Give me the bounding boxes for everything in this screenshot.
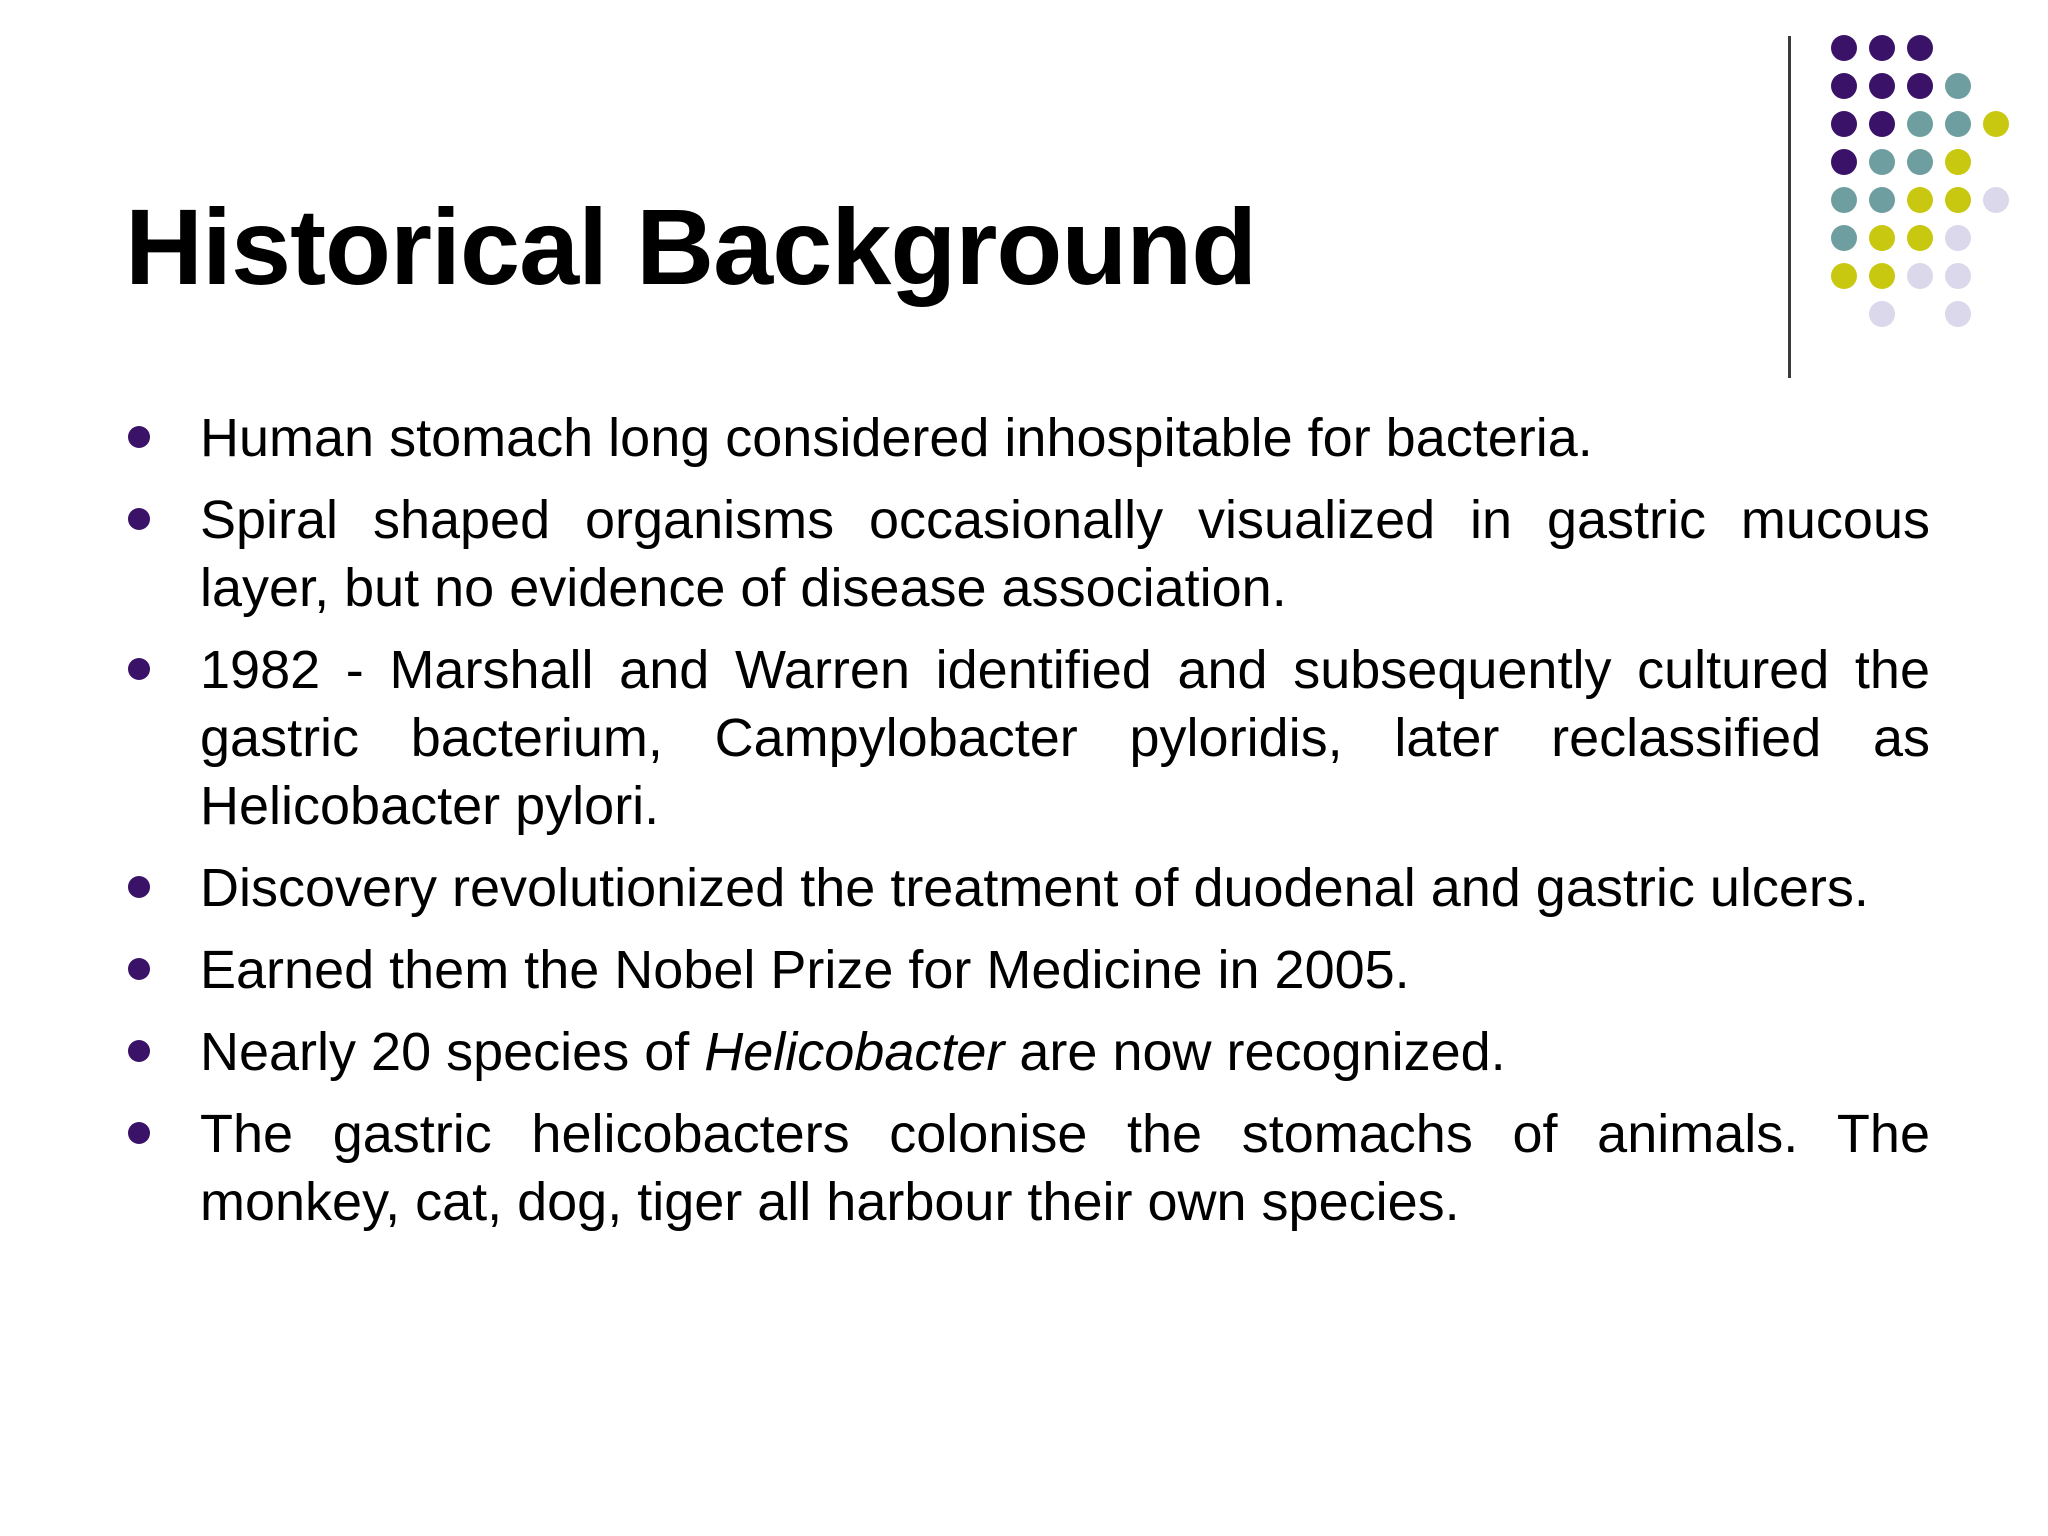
decor-dot xyxy=(1869,149,1895,175)
decor-dot xyxy=(1945,225,1971,251)
decor-dot xyxy=(1907,111,1933,137)
decor-dot xyxy=(1907,263,1933,289)
decor-dot xyxy=(1869,301,1895,327)
bullet-text: Discovery revolutionized the treatment of duodenal and gastric ulcers. xyxy=(200,858,1869,918)
decor-dot xyxy=(1907,225,1933,251)
decor-dot xyxy=(1945,187,1971,213)
bullet-item xyxy=(200,1018,1930,1086)
decor-dot xyxy=(1907,149,1933,175)
bullet-text: 1982 - Marshall and Warren identified and subsequently cultured the gastric bacterium, Campylobacter pyloridis, later reclassified as Helicobacter pylori. xyxy=(200,640,1930,836)
decor-dot xyxy=(1869,111,1895,137)
bullet-item xyxy=(200,636,1930,840)
bullet-text-italic: Helicobacter xyxy=(704,1022,1005,1082)
decor-dot xyxy=(1831,73,1857,99)
decor-dot xyxy=(1869,187,1895,213)
decor-dot xyxy=(1831,225,1857,251)
decor-dot xyxy=(1869,263,1895,289)
bullet-text: The gastric helicobacters colonise the stomachs of animals. The monkey, cat, dog, tiger all harbour their own species. xyxy=(200,1104,1930,1232)
decor-dot xyxy=(1907,35,1933,61)
bullet-text: Human stomach long considered inhospitable for bacteria. xyxy=(200,408,1593,468)
decor-dot xyxy=(1945,111,1971,137)
decor-dot xyxy=(1983,187,2009,213)
bullet-text-pre: Nearly 20 species of xyxy=(200,1022,705,1082)
decor-dot xyxy=(1945,301,1971,327)
decor-dot xyxy=(1831,111,1857,137)
bullet-marker xyxy=(128,426,150,448)
decor-dot xyxy=(1945,149,1971,175)
decor-dot xyxy=(1869,225,1895,251)
decor-dot xyxy=(1831,149,1857,175)
bullet-marker xyxy=(128,1122,150,1144)
bullet-marker xyxy=(128,508,150,530)
decor-dot xyxy=(1831,263,1857,289)
slide-title: Historical Background xyxy=(125,186,1257,307)
decor-dot xyxy=(1907,187,1933,213)
decor-dot xyxy=(1983,111,2009,137)
decor-dot xyxy=(1907,73,1933,99)
bullet-marker xyxy=(128,958,150,980)
bullet-text-post: are now recognized. xyxy=(1004,1022,1506,1082)
decor-dot xyxy=(1869,73,1895,99)
bullet-text: Spiral shaped organisms occasionally visualized in gastric mucous layer, but no evidence of disease association. xyxy=(200,490,1930,618)
bullet-list xyxy=(200,404,1930,1250)
decor-dot xyxy=(1945,73,1971,99)
bullet-marker xyxy=(128,876,150,898)
bullet-item xyxy=(200,1100,1930,1236)
bullet-marker xyxy=(128,658,150,680)
decor-dot xyxy=(1831,35,1857,61)
decor-dot xyxy=(1945,263,1971,289)
bullet-item xyxy=(200,854,1930,922)
bullet-text: Earned them the Nobel Prize for Medicine in 2005. xyxy=(200,940,1410,1000)
decor-dot xyxy=(1831,187,1857,213)
bullet-item xyxy=(200,936,1930,1004)
title-divider-line xyxy=(1788,36,1791,378)
bullet-item xyxy=(200,486,1930,622)
decor-dot xyxy=(1869,35,1895,61)
bullet-marker xyxy=(128,1040,150,1062)
bullet-item xyxy=(200,404,1930,472)
